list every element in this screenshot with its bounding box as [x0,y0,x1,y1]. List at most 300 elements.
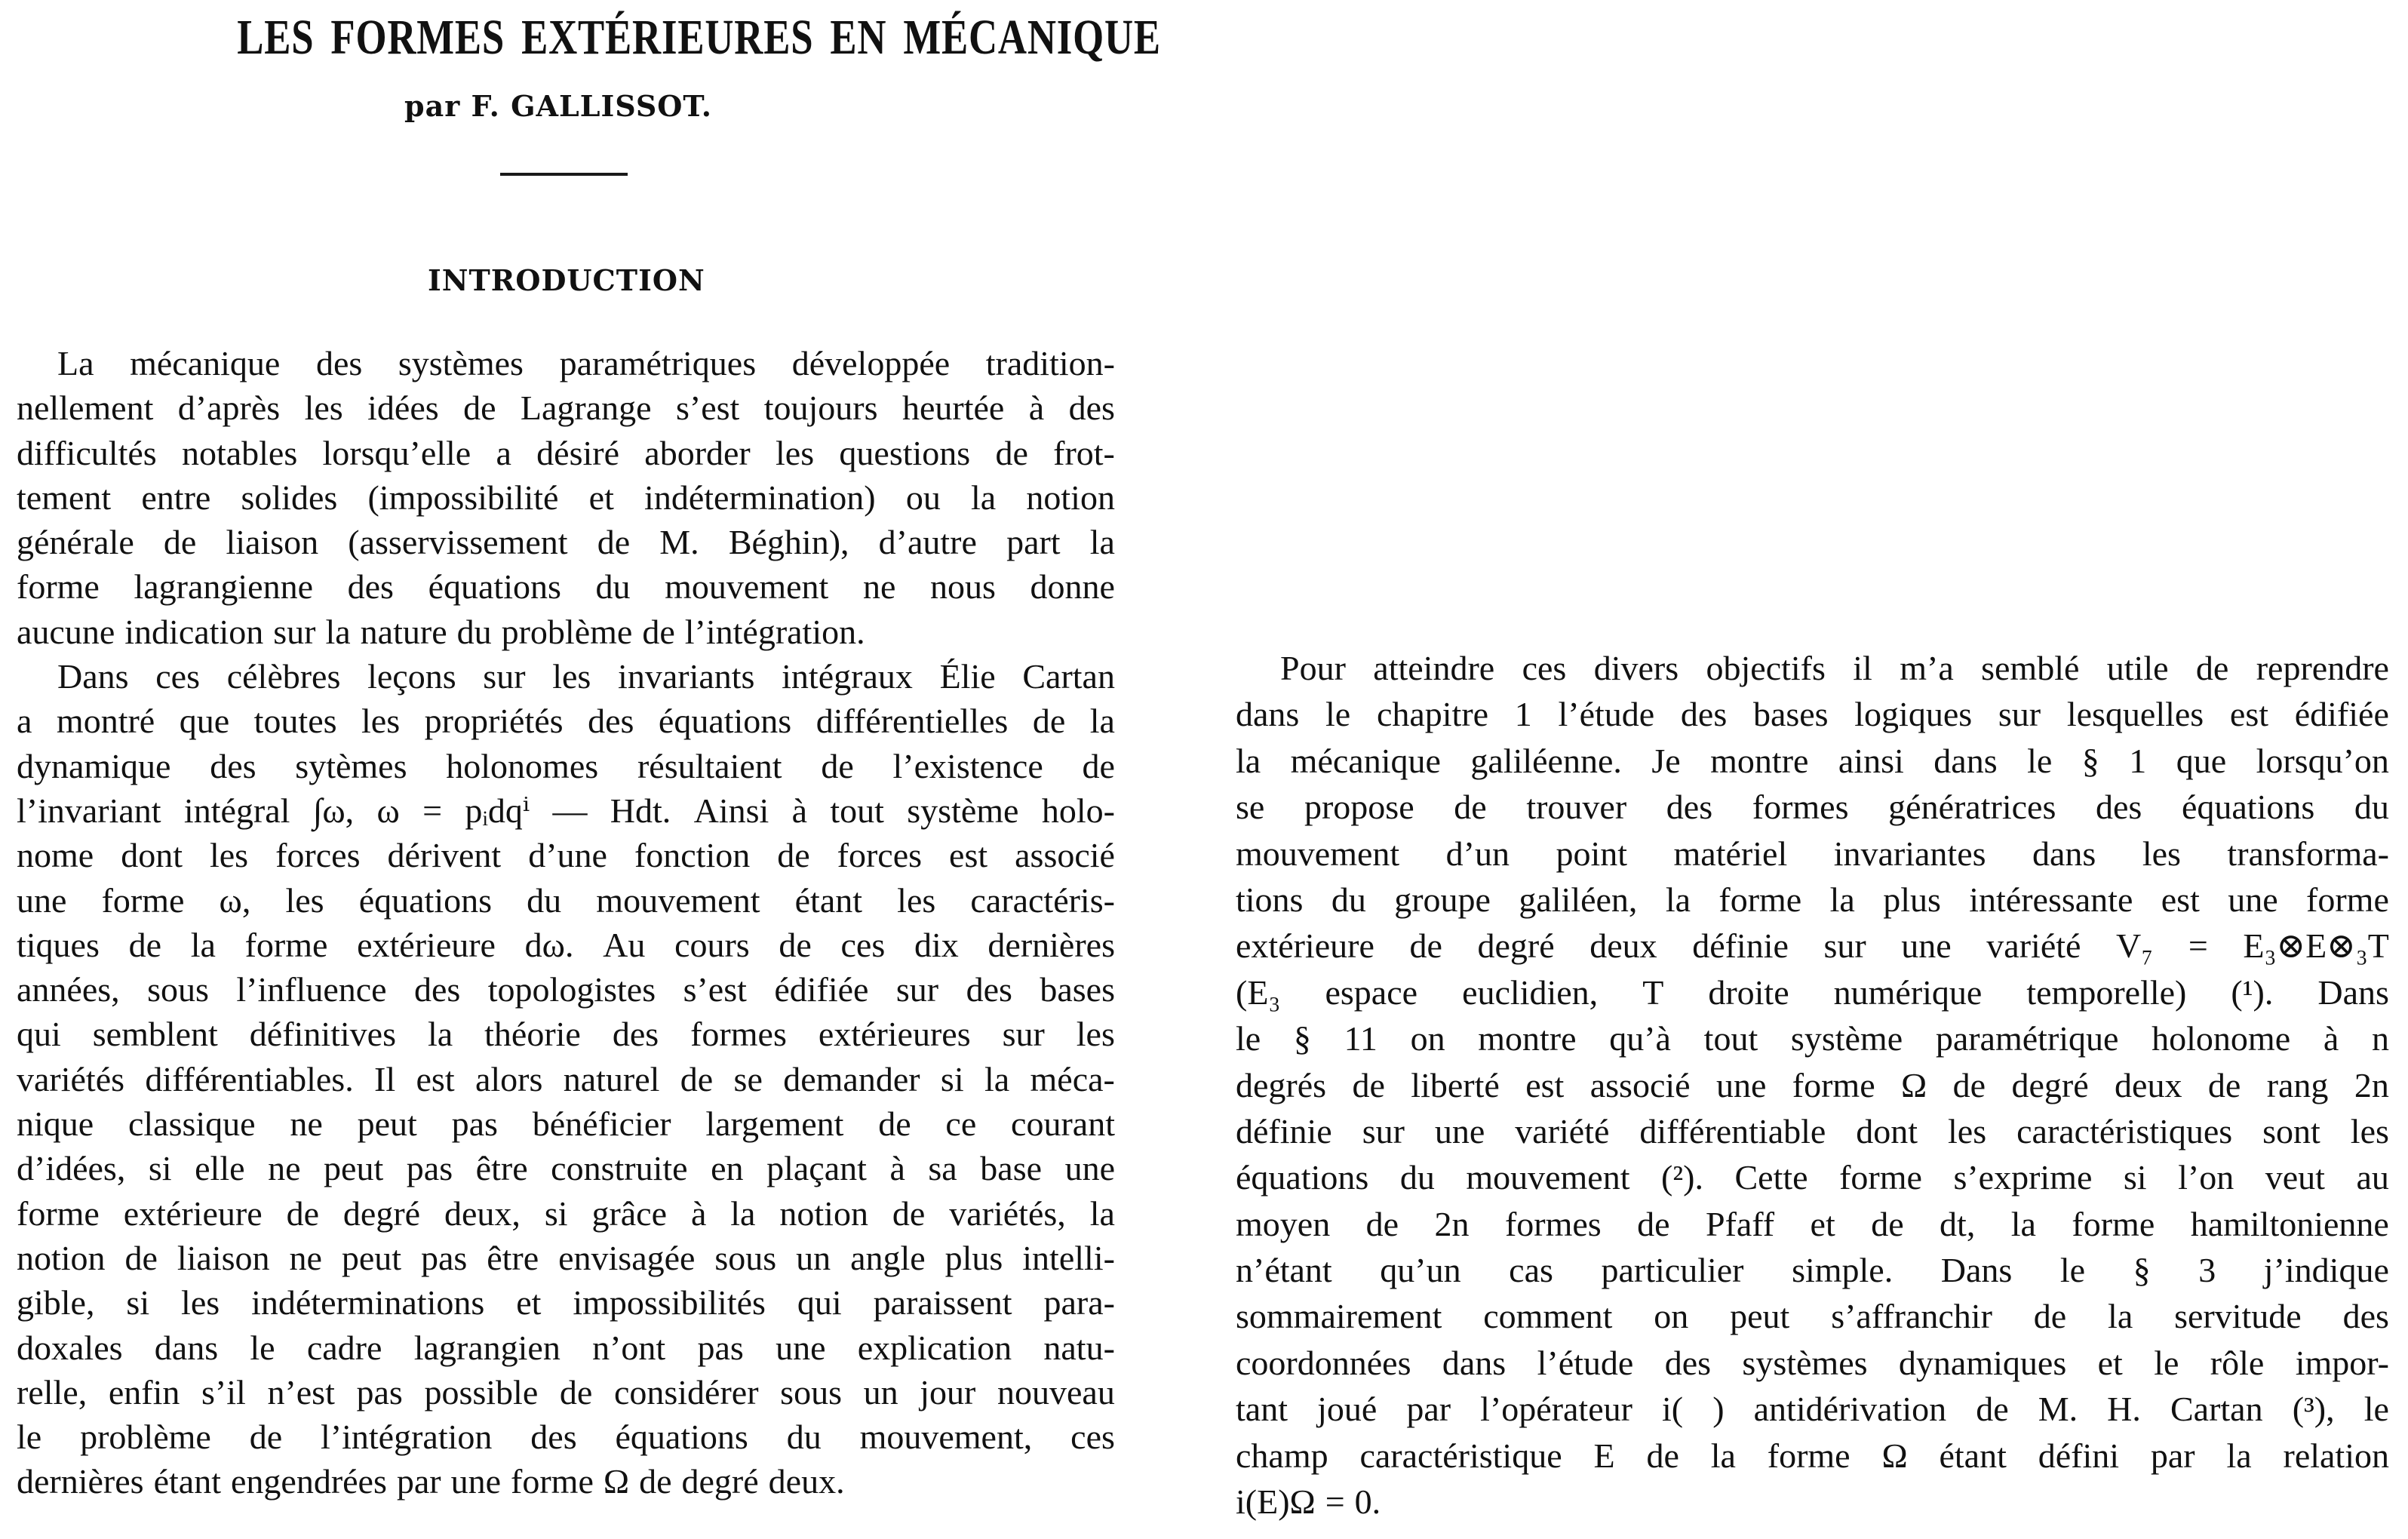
word: le [17,1418,42,1457]
word: variété [1515,1111,1610,1150]
word: étant [794,880,863,920]
word: caractéristiques [2016,1111,2233,1150]
word: E [1593,1436,1615,1475]
word: coordonnées [1236,1343,1411,1382]
word: au [2356,1158,2389,1197]
word: nous [930,567,996,607]
word: une [1064,1149,1115,1188]
word: équations [1236,1158,1369,1197]
word: E₃⊗E⊗₃T [2243,926,2389,966]
word: différentiable [1639,1111,1826,1150]
word: des [414,970,461,1009]
word: § [2081,741,2099,780]
text-line [17,833,1115,877]
word: matériel [1673,834,1788,873]
word: — [552,791,588,830]
word: de [892,1193,926,1233]
text-line [1236,1108,2389,1154]
word: caractéris- [970,880,1115,920]
word: de [1871,1204,1904,1243]
word: § [2133,1251,2151,1290]
word: une [2228,880,2278,919]
word: forme [1767,1436,1851,1475]
word: les [2350,1111,2389,1150]
word: rôle [2210,1343,2265,1382]
text-line [17,386,1115,430]
word: la [1829,880,1855,919]
word: bases [1040,970,1115,1009]
word: (¹). [2231,972,2274,1012]
word: à [791,791,808,830]
word: angle [850,1238,926,1277]
word: deux [1589,926,1657,966]
word: n’ont [592,1328,666,1367]
word: doxales [17,1328,123,1367]
word: nique [17,1104,94,1144]
word: H. [2107,1390,2141,1429]
word: lagrangienne [134,567,314,607]
word: associé [1589,1065,1691,1104]
word: célèbres [226,657,341,696]
word: cas [1509,1251,1553,1290]
word: la [984,1059,1010,1098]
word: dans [1933,741,1998,780]
word: ω [376,791,400,830]
word: semblé [1981,649,2080,687]
word: système [907,791,1019,830]
word: propose [1304,788,1414,827]
word: les [1948,1111,1987,1150]
word: forces [837,836,923,875]
text-line [17,564,1115,609]
text-line [1236,645,2389,691]
word: a [17,702,32,741]
word: équations [428,567,561,607]
word: divers [1593,649,1679,687]
word: de [128,925,161,964]
word: s’exprime [1953,1158,2093,1197]
word: le [1325,695,1351,734]
word: degré [681,1462,759,1501]
word: explication [857,1328,1012,1367]
text-line [17,788,1115,833]
word: impossibilités [573,1283,766,1322]
word: une [17,880,67,920]
word: par [2150,1436,2195,1475]
word: mouvement [665,567,829,607]
text-line [1236,877,2389,923]
text-line [17,475,1115,520]
word: du [2354,788,2389,827]
word: méca- [1030,1059,1115,1098]
word: forme [101,880,185,920]
word: de [878,1104,911,1144]
word: si [2123,1158,2147,1197]
word: Lagrange [520,389,652,428]
text-line [17,878,1115,923]
word: sous [780,1372,842,1412]
word: toutes [253,702,337,741]
word: invariantes [1833,834,1986,873]
word: ces [840,925,886,964]
word: sytèmes [295,746,407,785]
word: s’est [676,389,740,428]
word: le [250,1328,275,1367]
word: des [315,344,363,382]
text-line [17,520,1115,564]
word: et [1810,1204,1835,1243]
word: simple. [1792,1251,1894,1290]
word: pas [451,1104,498,1144]
word: de [642,612,675,651]
word: atteindre [1373,649,1495,687]
word: et [516,1283,542,1322]
word: solides [241,478,338,517]
word: part [1006,523,1061,562]
word: paramétriques [559,344,757,382]
word: de [2207,1065,2241,1104]
word: de [1409,926,1442,966]
word: sur [895,970,939,1009]
word: de [680,1059,714,1098]
word: l’étude [1537,1343,1634,1382]
word: enfin [108,1372,180,1412]
word: étant [1939,1436,2007,1475]
word: la [190,925,216,964]
word: les [2142,834,2181,873]
word: leçons [367,657,456,696]
word: une [1901,926,1952,966]
word: des [1680,695,1728,734]
word: forme [17,1193,100,1233]
word: des [1068,389,1115,428]
word: 1 [2129,741,2147,780]
word: liberté [1411,1065,1500,1104]
word: du [1331,880,1366,919]
word: m’a [1900,649,1954,687]
word: (asservissement [348,523,568,562]
word: indétermination) [644,478,876,517]
word: ce [945,1104,977,1144]
word: de [1352,1065,1385,1104]
word: la [1665,880,1691,919]
word: aucune [17,612,115,651]
word: variété [1986,926,2081,966]
word: peut [1730,1297,1790,1336]
text-line [17,1057,1115,1101]
text-line [1236,1479,2389,1525]
word: développée [791,344,951,382]
word: point [1556,834,1628,873]
word: forme [2072,1204,2155,1243]
word: est [416,1059,455,1098]
word: dω. [524,925,574,964]
word: Élie [939,657,996,696]
word: caractéristique [1359,1436,1562,1475]
word: peut [324,1149,384,1188]
text-line [1236,1015,2389,1061]
word: cadre [306,1328,382,1367]
text-line [17,1326,1115,1370]
word: largement [705,1104,844,1144]
word: classique [127,1104,256,1144]
word: différentiables. [145,1059,354,1098]
word: 1 [1514,695,1532,734]
word: de [1365,1204,1399,1243]
word: 3 [2198,1251,2216,1290]
word: de [597,523,631,562]
word: tiques [17,925,100,964]
word: des [530,1418,577,1457]
word: du [1399,1158,1435,1197]
word: sur [483,657,526,696]
text-line [17,654,1115,699]
word: les [209,836,249,875]
word: intelli- [1022,1238,1115,1277]
word: indéterminations [251,1283,485,1322]
word: sous [714,1238,777,1277]
word: extérieure [1236,926,1374,966]
word: l’on [2178,1158,2234,1197]
word: la [1236,741,1261,780]
word: cours [674,925,750,964]
word: formes [690,1015,787,1054]
word: Ω [603,1462,630,1501]
word: impor- [2295,1343,2389,1382]
word: qu’à [1609,1019,1671,1058]
word: sa [928,1149,957,1188]
word: systèmes [1742,1343,1868,1382]
word: la [1089,523,1115,562]
word: relation [2283,1436,2389,1475]
word: de [1082,746,1115,785]
word: le [2363,1390,2389,1429]
word: notion [17,1238,106,1277]
word: liaison [177,1238,270,1277]
word: = [1325,1482,1345,1522]
word: degré [342,1193,421,1233]
word: sur [1823,926,1866,966]
word: ces [1070,1418,1115,1457]
word: de [1976,1390,2009,1429]
word: l’intégration [321,1418,493,1457]
word: tout [830,791,884,830]
word: holonome [2152,1019,2291,1058]
word: théorie [484,1015,581,1054]
word: degré [1477,926,1555,966]
word: le [2059,1251,2086,1290]
word: de [249,1418,283,1457]
word: la [325,612,351,651]
word: hamiltonienne [2190,1204,2389,1243]
word: = [422,791,443,830]
word: notion [779,1193,868,1233]
text-line [17,699,1115,743]
text-line [1236,1201,2389,1247]
text-line [17,1191,1115,1236]
word: ces [155,657,200,696]
word: l’opérateur [1480,1390,1632,1429]
word: de [821,746,854,785]
word: transforma- [2227,834,2389,873]
word: du [456,612,492,651]
word: s’affranchir [1831,1297,1992,1336]
text-line [1236,738,2389,784]
word: associé [1015,836,1115,875]
word: n’étant [1236,1251,1332,1290]
word: si [544,1193,568,1233]
word: ces [1522,649,1567,687]
word: les [897,880,936,920]
word: indication [124,612,264,651]
text-line [17,1236,1115,1280]
word: de [2195,649,2229,687]
word: problème [80,1418,211,1457]
word: mouvement [1466,1158,1630,1197]
word: les [361,702,401,741]
word: donne [1030,567,1115,607]
text-line [17,610,1115,654]
word: alors [475,1059,543,1098]
word: définitives [249,1015,396,1054]
word: deux. [768,1462,845,1501]
word: T [1642,972,1664,1012]
word: dans [2032,834,2096,873]
word: topologistes [487,970,656,1009]
word: ne [289,1238,322,1277]
text-line [17,923,1115,967]
word: des [612,1015,659,1054]
word: Au [603,925,646,964]
text-line [1236,1386,2389,1432]
paragraph-2 [17,654,1115,1504]
word: du [527,880,562,920]
word: naturel [563,1059,660,1098]
word: deux [2115,1065,2182,1104]
word: Béghin), [728,523,849,562]
word: les [304,389,343,428]
word: un [796,1238,831,1277]
word: (impossibilité [367,478,559,517]
word: servitude [2174,1297,2302,1336]
word: (²). [1661,1158,1703,1197]
word: dont [121,836,183,875]
word: euclidien, [1462,972,1599,1012]
word: défini [2038,1436,2120,1475]
word: est [2161,880,2200,919]
word: le [1236,1019,1261,1058]
text-line [17,1459,1115,1504]
word: Cartan [2170,1390,2263,1429]
word: demander [783,1059,920,1098]
word: de [1646,1436,1679,1475]
word: les [552,657,591,696]
word: idées [367,389,439,428]
word: mouvement, [859,1418,1033,1457]
word: veut [2265,1158,2325,1197]
word: § [1293,1019,1311,1058]
word: est [1525,1065,1565,1104]
word: holonomes [446,746,599,785]
word: logiques [1854,695,1973,734]
text-line [1236,691,2389,737]
word: extérieure [123,1193,263,1233]
section-heading-introduction: INTRODUCTION [428,263,705,297]
word: forme [2306,880,2389,919]
word: 2n [1434,1204,1470,1243]
word: Il [374,1059,396,1098]
word: bases [1752,695,1829,734]
word: lesquelles [2066,695,2204,734]
word: galiléenne. [1470,741,1622,780]
word: une [776,1328,826,1367]
word: 2n [2354,1065,2389,1104]
word: Pour [1280,649,1346,687]
word: de [1952,1065,1986,1104]
word: on [1654,1297,1689,1336]
word: (E₃ [1236,972,1281,1012]
word: formes [1752,788,1849,827]
title-separator-rule [500,173,628,176]
word: si [148,1149,172,1188]
word: pas [420,1238,468,1277]
word: entre [141,478,211,517]
word: mouvement [1236,834,1400,873]
word: Cartan [1022,657,1115,696]
word: de [2033,1297,2067,1336]
word: on [1410,1019,1445,1058]
word: qui [797,1283,842,1322]
word: problème [501,612,633,651]
word: utile [2106,649,2169,687]
word: M. [659,523,699,562]
word: Cette [1734,1158,1808,1197]
word: dans [154,1328,219,1367]
word: M. [2038,1390,2078,1429]
word: et [588,478,614,517]
word: de [1637,1204,1670,1243]
word: frot- [1053,433,1115,472]
word: Dans [1940,1251,2013,1290]
text-line [1236,1433,2389,1479]
word: galiléen, [1519,880,1638,919]
word: base [980,1149,1043,1188]
word: champ [1236,1436,1328,1475]
word: V₇ [2116,926,2154,966]
word: i( [1662,1390,1684,1429]
word: n [2371,1019,2389,1058]
word: plaçant [766,1149,867,1188]
word: systèmes [398,344,524,382]
text-line [17,1415,1115,1459]
word: rang [2266,1065,2329,1104]
word: si [126,1283,150,1322]
word: extérieure [357,925,496,964]
word: natu- [1043,1328,1115,1367]
word: a [496,433,511,472]
word: par [396,1462,441,1501]
word: tions [1236,880,1304,919]
word: dynamique [17,746,171,785]
word: l’étude [1558,695,1655,734]
word: étant [153,1462,221,1501]
word: la [427,1015,453,1054]
word: reprendre [2256,649,2389,687]
word: forces [275,836,361,875]
word: dérivent [387,836,502,875]
word: il [1853,649,1872,687]
word: la [2108,1297,2133,1336]
